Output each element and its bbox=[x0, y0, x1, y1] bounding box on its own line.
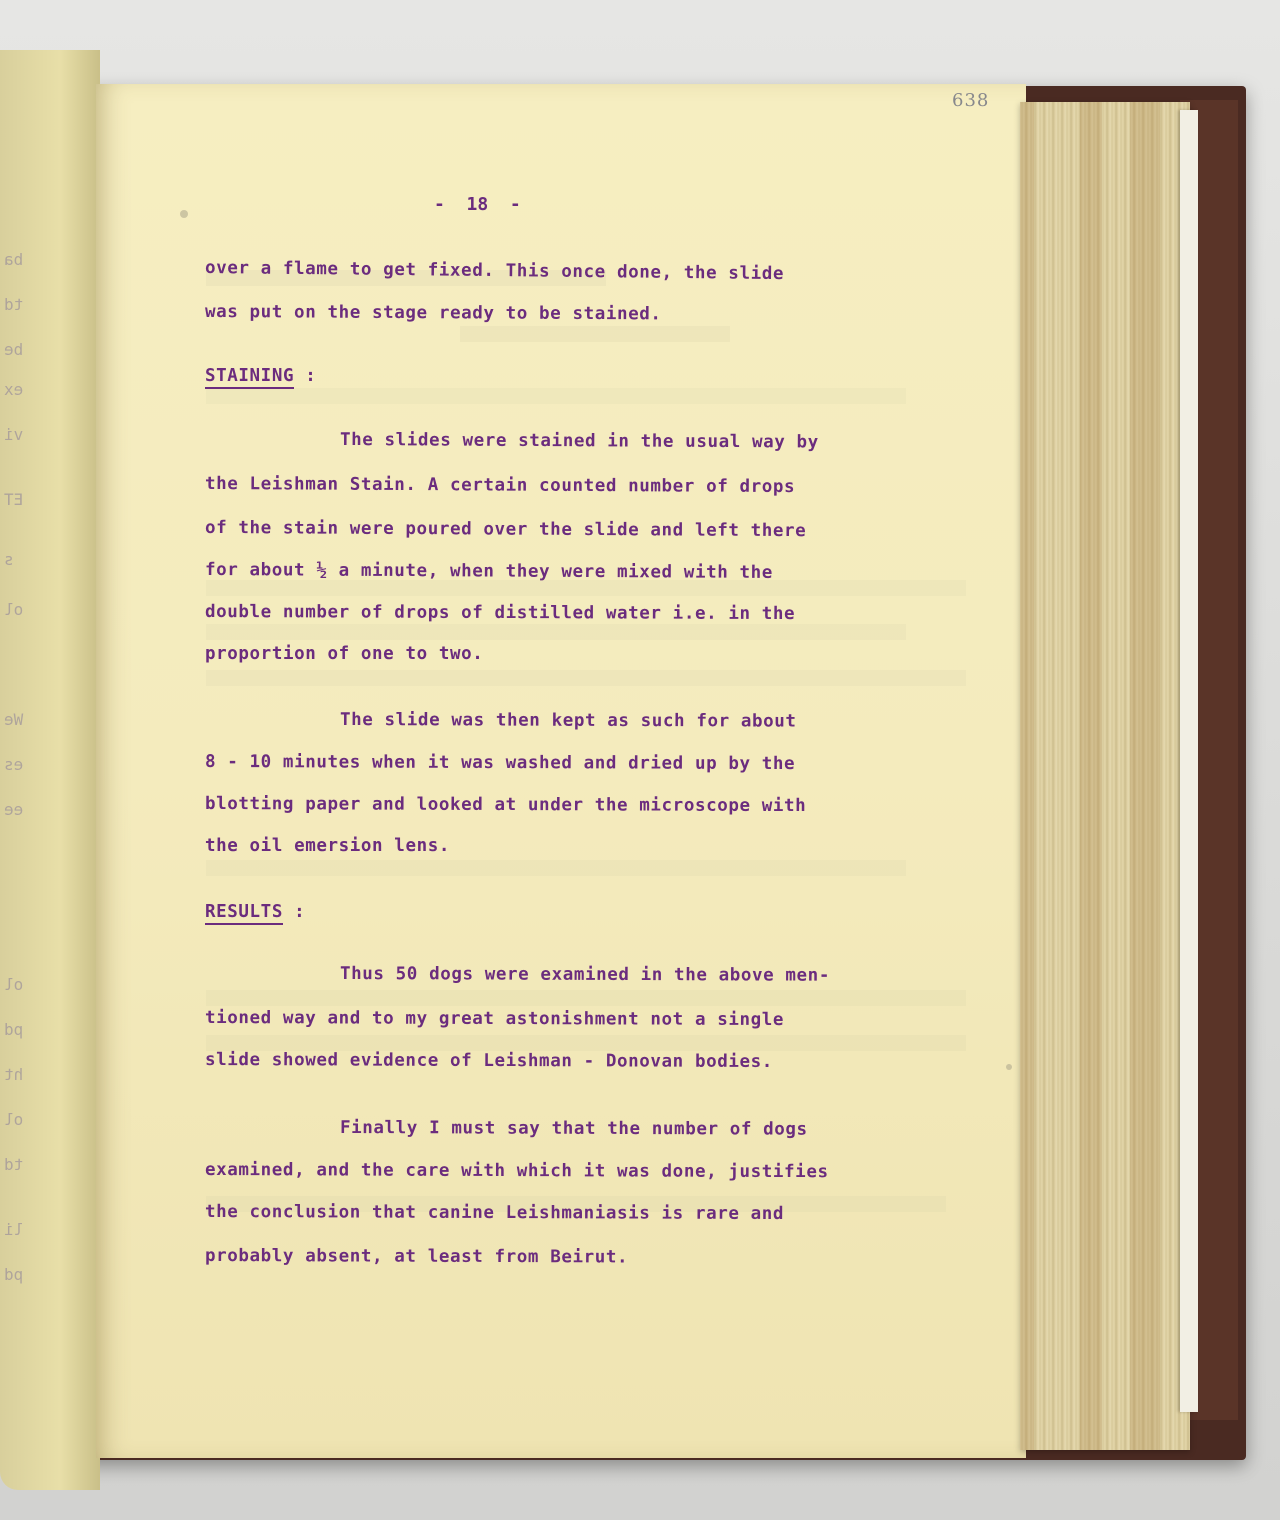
paper-mark bbox=[1006, 1064, 1012, 1070]
bleed-mark: s bbox=[4, 550, 14, 569]
bleed-mark: td bbox=[4, 295, 24, 314]
text-line: Finally I must say that the number of dogs bbox=[339, 1118, 808, 1140]
text-line: proportion of one to two. bbox=[205, 644, 484, 664]
text-line: the oil emersion lens. bbox=[205, 836, 450, 856]
bleed-mark: pd bbox=[4, 1265, 24, 1284]
heading-results-colon: : bbox=[282, 902, 306, 922]
text-line: blotting paper and looked at under the microscope with bbox=[204, 794, 807, 817]
text-line: probably absent, at least from Beirut. bbox=[204, 1246, 629, 1268]
bleed-mark: ht bbox=[4, 1065, 24, 1084]
page-edges-stack bbox=[1020, 102, 1190, 1450]
bleed-through-shadow bbox=[460, 326, 730, 342]
bleed-through-shadow bbox=[206, 670, 966, 686]
page-number: - 18 - bbox=[434, 194, 521, 215]
bleed-through-shadow bbox=[206, 990, 966, 1006]
bleed-mark: ee bbox=[4, 800, 24, 819]
text-line: for about ½ a minute, when they were mixed with the bbox=[204, 560, 773, 583]
bleed-through-shadow bbox=[206, 580, 966, 596]
bleed-mark: ba bbox=[4, 250, 24, 269]
corner-page-annotation: 638 bbox=[952, 90, 990, 111]
text-line: of the stain were poured over the slide and left there bbox=[204, 518, 807, 542]
heading-results bbox=[205, 902, 305, 922]
paper-mark bbox=[180, 210, 188, 218]
bleed-mark: ex bbox=[4, 380, 24, 399]
heading-staining-colon: : bbox=[294, 366, 317, 386]
text-line: was put on the stage ready to be stained. bbox=[204, 302, 662, 325]
heading-staining bbox=[205, 366, 316, 386]
text-line: The slides were stained in the usual way by bbox=[339, 430, 819, 453]
bleed-mark: li bbox=[4, 1220, 24, 1239]
bleed-through-shadow bbox=[206, 860, 906, 876]
text-line: tioned way and to my great astonishment not a single bbox=[204, 1008, 785, 1031]
text-line: the Leishman Stain. A certain counted number of drops bbox=[204, 474, 796, 498]
bleed-through-shadow bbox=[206, 388, 906, 404]
bleed-mark: ol bbox=[4, 600, 24, 619]
text-line: double number of drops of distilled water i.e. in the bbox=[204, 602, 796, 625]
bleed-mark: ol bbox=[4, 1110, 24, 1129]
text-line: examined, and the care with which it was done, justifies bbox=[204, 1160, 829, 1183]
bleed-mark: ET bbox=[4, 490, 24, 509]
bleed-mark: be bbox=[4, 340, 24, 359]
bleed-mark: vi bbox=[4, 425, 24, 444]
bleed-mark: td bbox=[4, 1155, 24, 1174]
bleed-mark: pd bbox=[4, 1020, 24, 1039]
previous-page bbox=[0, 50, 100, 1490]
text-line: Thus 50 dogs were examined in the above men- bbox=[339, 964, 831, 986]
text-line: 8 - 10 minutes when it was washed and dried up by the bbox=[204, 752, 796, 775]
text-line: over a flame to get fixed. This once done, the slide bbox=[204, 258, 785, 285]
heading-results-label: RESULTS bbox=[205, 902, 283, 925]
bleed-through-shadow bbox=[206, 624, 906, 640]
bleed-mark: We bbox=[4, 710, 24, 729]
text-line: The slide was then kept as such for about bbox=[339, 710, 797, 732]
bleed-through-shadow bbox=[206, 1035, 966, 1051]
text-line: slide showed evidence of Leishman - Donovan bodies. bbox=[204, 1050, 773, 1072]
bleed-mark: es bbox=[4, 755, 24, 774]
bleed-mark: ol bbox=[4, 975, 24, 994]
text-line: the conclusion that canine Leishmaniasis is rare and bbox=[204, 1202, 785, 1225]
heading-staining-label: STAINING bbox=[205, 366, 294, 389]
